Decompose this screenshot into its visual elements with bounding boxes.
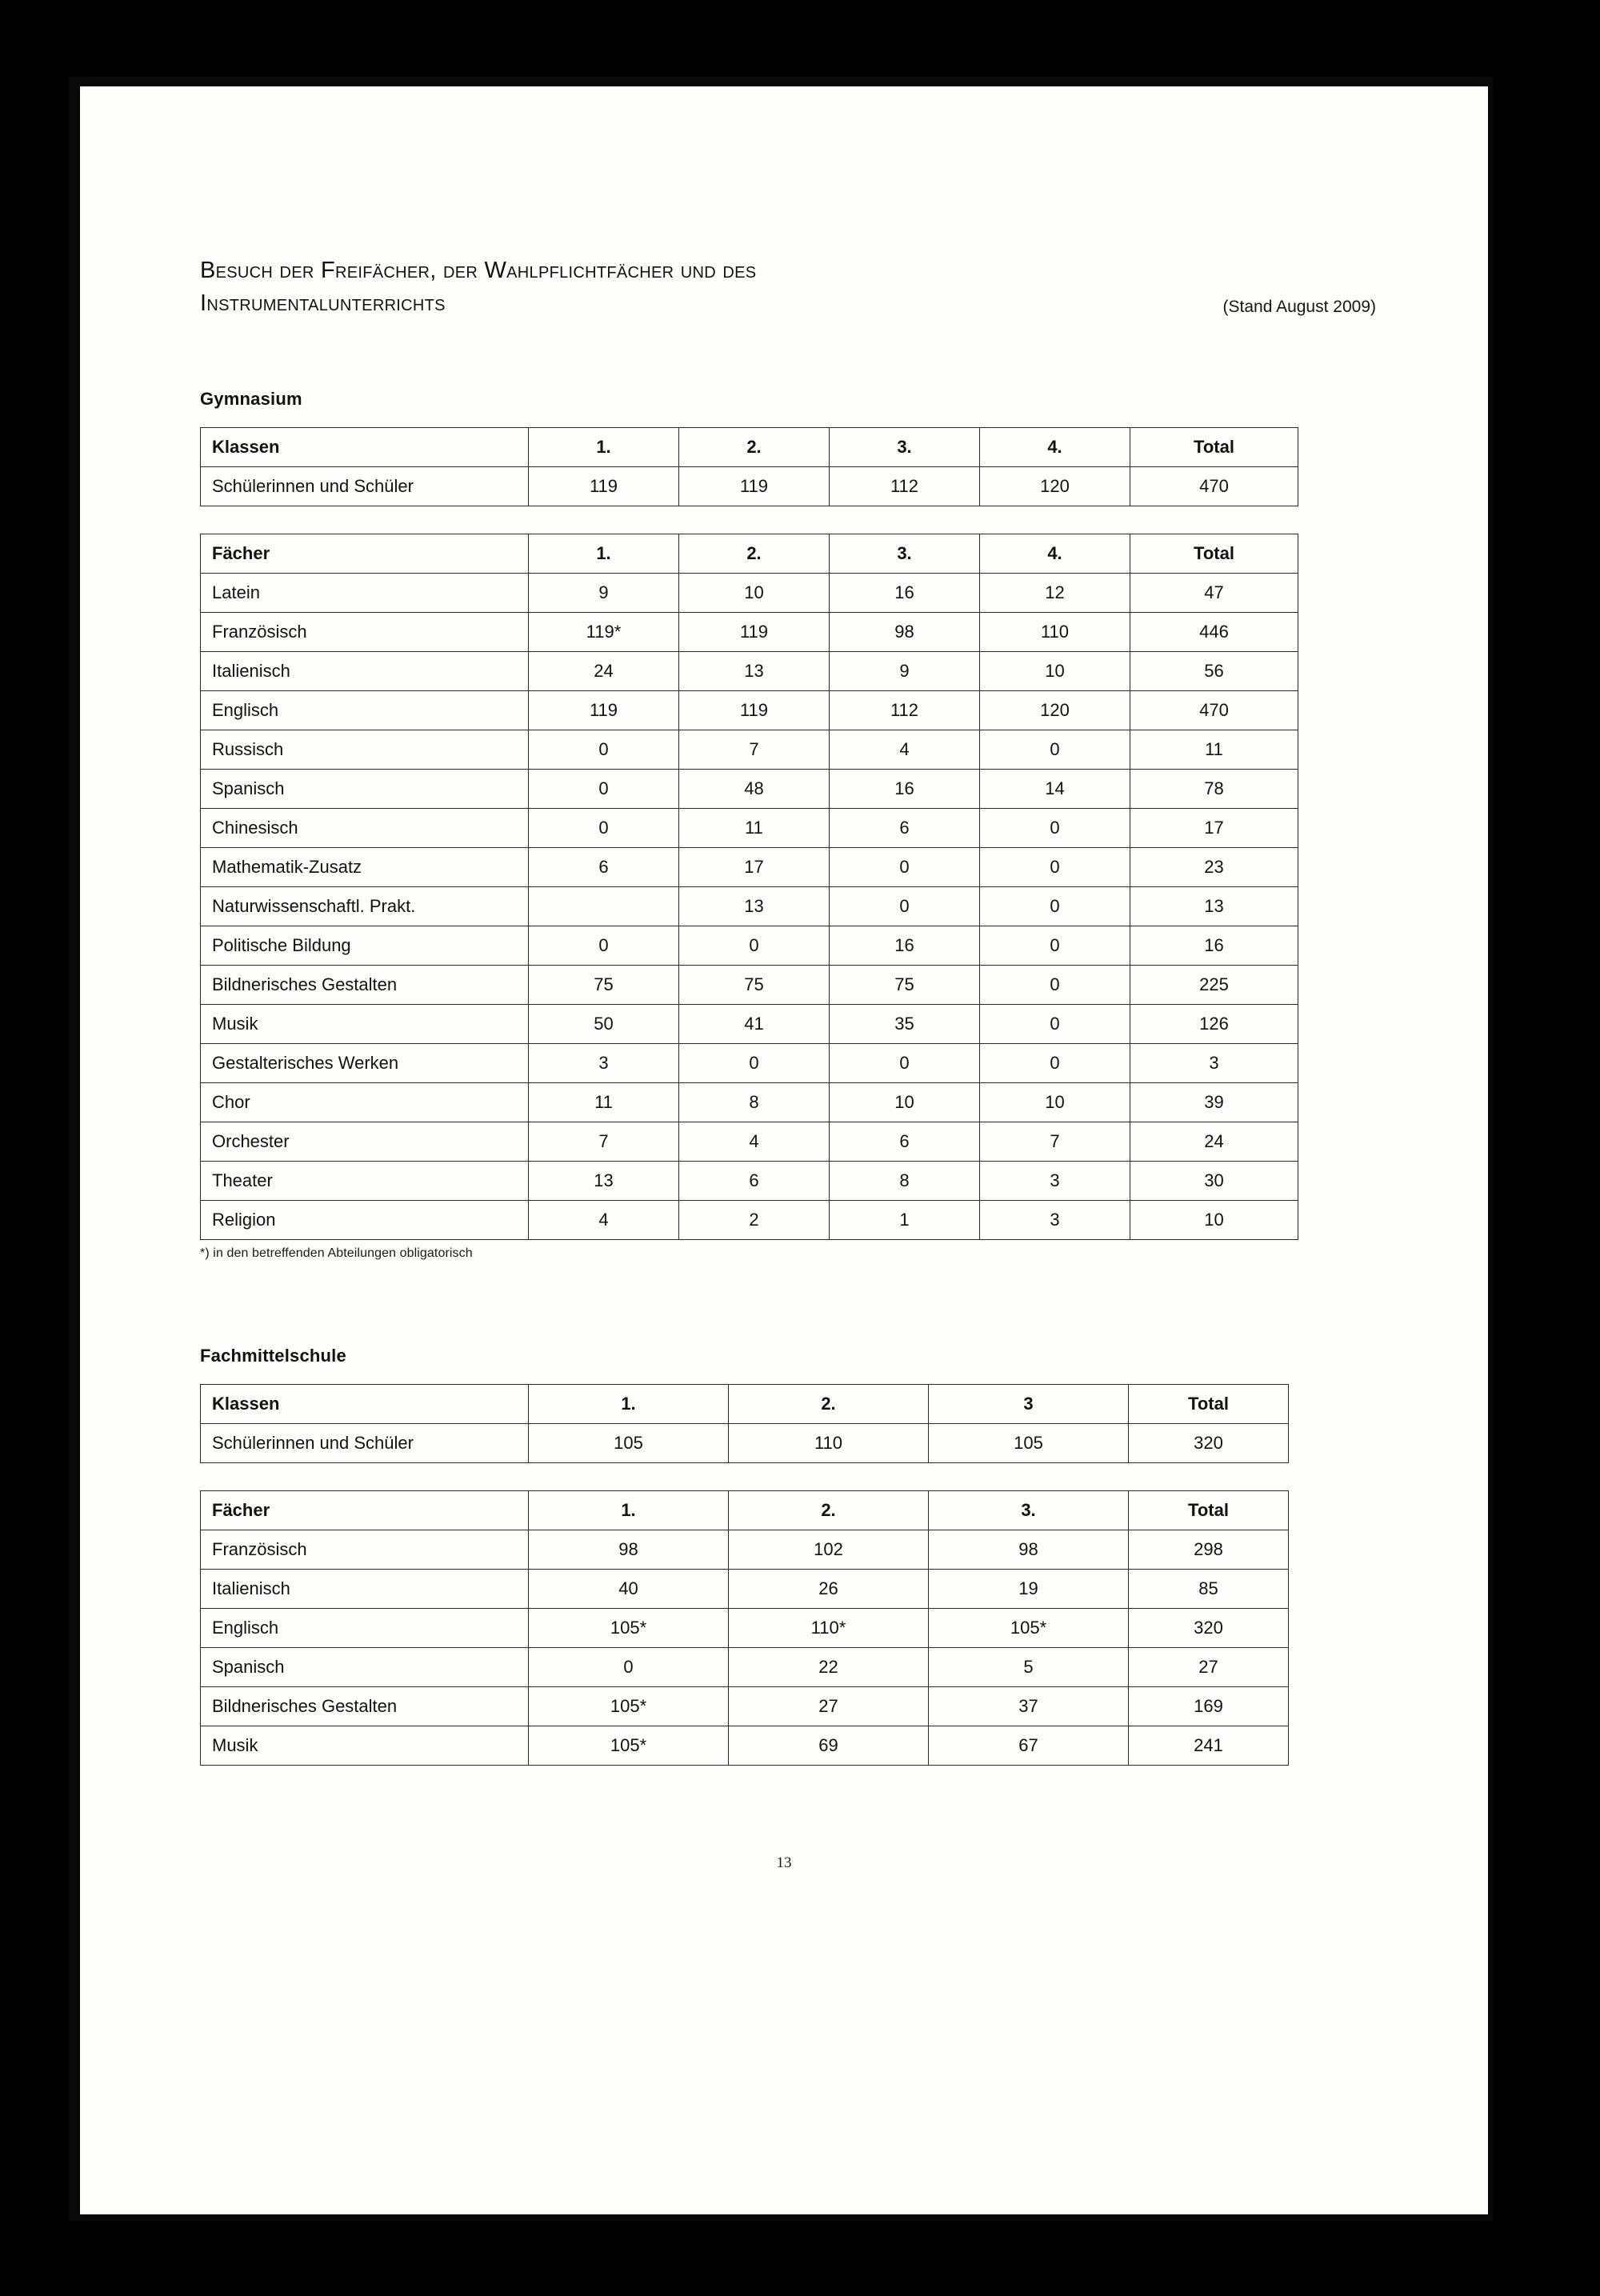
table-header-row: [201, 534, 1298, 574]
table-row: [201, 1687, 1289, 1726]
cell-value: 9: [830, 652, 980, 691]
cell-value: 4: [830, 730, 980, 770]
cell-value: 56: [1130, 652, 1298, 691]
cell-value: 13: [679, 652, 830, 691]
cell-value: [529, 887, 679, 926]
table-row: [201, 1044, 1298, 1083]
cell-value: 26: [729, 1570, 929, 1609]
cell-value: 98: [929, 1530, 1129, 1570]
table-row: [201, 1530, 1289, 1570]
cell-value: 7: [529, 1122, 679, 1162]
cell-value: 12: [980, 574, 1130, 613]
row-label: Englisch: [201, 691, 529, 730]
row-label: Chor: [201, 1083, 529, 1122]
cell-value: 0: [980, 926, 1130, 966]
cell-value: 0: [980, 809, 1130, 848]
column-header: 4.: [980, 428, 1130, 467]
column-header: 1.: [529, 534, 679, 574]
table-row: [201, 467, 1298, 506]
cell-value: 0: [529, 926, 679, 966]
column-header: 2.: [729, 1491, 929, 1530]
table-row: [201, 1648, 1289, 1687]
cell-value: 13: [1130, 887, 1298, 926]
row-label: Russisch: [201, 730, 529, 770]
cell-value: 17: [679, 848, 830, 887]
cell-value: 6: [830, 809, 980, 848]
cell-value: 126: [1130, 1005, 1298, 1044]
cell-value: 0: [980, 1005, 1130, 1044]
cell-value: 105*: [529, 1726, 729, 1766]
table-row: [201, 1570, 1289, 1609]
cell-value: 225: [1130, 966, 1298, 1005]
column-header: 3.: [830, 534, 980, 574]
cell-value: 105: [929, 1424, 1129, 1463]
cell-value: 24: [1130, 1122, 1298, 1162]
row-label: Italienisch: [201, 652, 529, 691]
cell-value: 4: [679, 1122, 830, 1162]
row-label: Italienisch: [201, 1570, 529, 1609]
cell-value: 0: [830, 1044, 980, 1083]
page-number: 13: [776, 1854, 792, 1871]
row-label: Latein: [201, 574, 529, 613]
row-label: Bildnerisches Gestalten: [201, 1687, 529, 1726]
cell-value: 24: [529, 652, 679, 691]
footnote: *) in den betreffenden Abteilungen obligatorisch: [200, 1246, 473, 1261]
cell-value: 0: [980, 1044, 1130, 1083]
cell-value: 3: [980, 1162, 1130, 1201]
row-label: Mathematik-Zusatz: [201, 848, 529, 887]
row-label: Französisch: [201, 613, 529, 652]
cell-value: 35: [830, 1005, 980, 1044]
table-row: [201, 1609, 1289, 1648]
cell-value: 11: [529, 1083, 679, 1122]
table-row: [201, 1424, 1289, 1463]
cell-value: 5: [929, 1648, 1129, 1687]
column-header: 3.: [929, 1491, 1129, 1530]
cell-value: 0: [980, 730, 1130, 770]
cell-value: 6: [529, 848, 679, 887]
column-header: Total: [1129, 1491, 1289, 1530]
cell-value: 10: [980, 1083, 1130, 1122]
table-row: [201, 926, 1298, 966]
table-row: [201, 848, 1298, 887]
cell-value: 446: [1130, 613, 1298, 652]
cell-value: 14: [980, 770, 1130, 809]
cell-value: 4: [529, 1201, 679, 1240]
column-header: 3.: [830, 428, 980, 467]
status-date: (Stand August 2009): [1222, 297, 1376, 316]
cell-value: 102: [729, 1530, 929, 1570]
cell-value: 3: [529, 1044, 679, 1083]
cell-value: 0: [830, 848, 980, 887]
cell-value: 110: [980, 613, 1130, 652]
cell-value: 320: [1129, 1424, 1289, 1463]
cell-value: 0: [529, 770, 679, 809]
column-header: Total: [1129, 1385, 1289, 1424]
cell-value: 16: [830, 770, 980, 809]
cell-value: 298: [1129, 1530, 1289, 1570]
cell-value: 105*: [529, 1609, 729, 1648]
table-row: [201, 1726, 1289, 1766]
table-row: [201, 809, 1298, 848]
row-label: Orchester: [201, 1122, 529, 1162]
cell-value: 0: [679, 1044, 830, 1083]
cell-value: 13: [529, 1162, 679, 1201]
fachmittelschule-subjects-table: [200, 1490, 1289, 1766]
row-label: Englisch: [201, 1609, 529, 1648]
cell-value: 120: [980, 691, 1130, 730]
cell-value: 8: [830, 1162, 980, 1201]
cell-value: 40: [529, 1570, 729, 1609]
cell-value: 2: [679, 1201, 830, 1240]
row-label: Bildnerisches Gestalten: [201, 966, 529, 1005]
cell-value: 1: [830, 1201, 980, 1240]
column-header: 2.: [679, 534, 830, 574]
row-label: Politische Bildung: [201, 926, 529, 966]
cell-value: 41: [679, 1005, 830, 1044]
gymnasium-classes-table: [200, 427, 1298, 506]
cell-value: 8: [679, 1083, 830, 1122]
table-row: [201, 1005, 1298, 1044]
cell-value: 7: [980, 1122, 1130, 1162]
table-row: [201, 1201, 1298, 1240]
cell-value: 6: [830, 1122, 980, 1162]
cell-value: 110*: [729, 1609, 929, 1648]
cell-value: 0: [529, 809, 679, 848]
cell-value: 0: [980, 887, 1130, 926]
table-row: [201, 574, 1298, 613]
row-label: Musik: [201, 1726, 529, 1766]
page-title-line-1: Besuch der Freifächer, der Wahlpflichtfächer und des: [200, 258, 757, 283]
cell-value: 75: [679, 966, 830, 1005]
cell-value: 78: [1130, 770, 1298, 809]
cell-value: 16: [830, 926, 980, 966]
row-label: Theater: [201, 1162, 529, 1201]
cell-value: 0: [980, 848, 1130, 887]
cell-value: 75: [830, 966, 980, 1005]
table-header-row: [201, 428, 1298, 467]
cell-value: 39: [1130, 1083, 1298, 1122]
cell-value: 119: [679, 613, 830, 652]
row-label: Spanisch: [201, 1648, 529, 1687]
column-header: 2.: [679, 428, 830, 467]
row-label: Chinesisch: [201, 809, 529, 848]
cell-value: 98: [529, 1530, 729, 1570]
table-row: [201, 966, 1298, 1005]
column-header: 1.: [529, 1385, 729, 1424]
row-label: Spanisch: [201, 770, 529, 809]
table-header-row: [201, 1385, 1289, 1424]
cell-value: 119: [529, 691, 679, 730]
column-header: 1.: [529, 428, 679, 467]
table-header-row: [201, 1491, 1289, 1530]
table-row: [201, 770, 1298, 809]
cell-value: 0: [529, 1648, 729, 1687]
cell-value: 10: [830, 1083, 980, 1122]
cell-value: 13: [679, 887, 830, 926]
cell-value: 10: [679, 574, 830, 613]
cell-value: 0: [830, 887, 980, 926]
table-row: [201, 887, 1298, 926]
table-row: [201, 652, 1298, 691]
cell-value: 470: [1130, 467, 1298, 506]
cell-value: 3: [980, 1201, 1130, 1240]
row-label: Schülerinnen und Schüler: [201, 1424, 529, 1463]
column-header: Klassen: [201, 1385, 529, 1424]
cell-value: 16: [1130, 926, 1298, 966]
cell-value: 48: [679, 770, 830, 809]
cell-value: 22: [729, 1648, 929, 1687]
column-header: 1.: [529, 1491, 729, 1530]
row-label: Naturwissenschaftl. Prakt.: [201, 887, 529, 926]
table-row: [201, 1122, 1298, 1162]
cell-value: 67: [929, 1726, 1129, 1766]
cell-value: 16: [830, 574, 980, 613]
row-label: Musik: [201, 1005, 529, 1044]
document-page: [80, 86, 1488, 2214]
page-title: [200, 254, 1384, 320]
cell-value: 0: [679, 926, 830, 966]
cell-value: 320: [1129, 1609, 1289, 1648]
cell-value: 119: [679, 691, 830, 730]
table-row: [201, 691, 1298, 730]
cell-value: 120: [980, 467, 1130, 506]
cell-value: 27: [1129, 1648, 1289, 1687]
cell-value: 47: [1130, 574, 1298, 613]
table-row: [201, 730, 1298, 770]
gymnasium-subjects-table: [200, 534, 1298, 1240]
cell-value: 470: [1130, 691, 1298, 730]
cell-value: 241: [1129, 1726, 1289, 1766]
cell-value: 69: [729, 1726, 929, 1766]
column-header: Total: [1130, 534, 1298, 574]
cell-value: 75: [529, 966, 679, 1005]
cell-value: 105*: [929, 1609, 1129, 1648]
cell-value: 30: [1130, 1162, 1298, 1201]
cell-value: 27: [729, 1687, 929, 1726]
cell-value: 119: [529, 467, 679, 506]
cell-value: 119: [679, 467, 830, 506]
page-content: [200, 254, 1384, 1766]
cell-value: 10: [1130, 1201, 1298, 1240]
section-heading-fachmittelschule: Fachmittelschule: [200, 1346, 346, 1366]
fachmittelschule-classes-table: [200, 1384, 1289, 1463]
column-header: Fächer: [201, 1491, 529, 1530]
column-header: Klassen: [201, 428, 529, 467]
cell-value: 10: [980, 652, 1130, 691]
cell-value: 19: [929, 1570, 1129, 1609]
cell-value: 9: [529, 574, 679, 613]
cell-value: 110: [729, 1424, 929, 1463]
column-header: Total: [1130, 428, 1298, 467]
cell-value: 105*: [529, 1687, 729, 1726]
cell-value: 11: [1130, 730, 1298, 770]
section-heading-gymnasium: Gymnasium: [200, 389, 302, 410]
row-label: Religion: [201, 1201, 529, 1240]
cell-value: 0: [980, 966, 1130, 1005]
cell-value: 6: [679, 1162, 830, 1201]
column-header: Fächer: [201, 534, 529, 574]
table-row: [201, 613, 1298, 652]
cell-value: 3: [1130, 1044, 1298, 1083]
cell-value: 37: [929, 1687, 1129, 1726]
cell-value: 17: [1130, 809, 1298, 848]
cell-value: 169: [1129, 1687, 1289, 1726]
cell-value: 11: [679, 809, 830, 848]
cell-value: 7: [679, 730, 830, 770]
row-label: Schülerinnen und Schüler: [201, 467, 529, 506]
table-row: [201, 1083, 1298, 1122]
row-label: Französisch: [201, 1530, 529, 1570]
cell-value: 23: [1130, 848, 1298, 887]
cell-value: 98: [830, 613, 980, 652]
column-header: 3: [929, 1385, 1129, 1424]
cell-value: 112: [830, 691, 980, 730]
cell-value: 119*: [529, 613, 679, 652]
row-label: Gestalterisches Werken: [201, 1044, 529, 1083]
page-title-line-2: Instrumentalunterrichts: [200, 290, 446, 317]
column-header: 4.: [980, 534, 1130, 574]
cell-value: 85: [1129, 1570, 1289, 1609]
cell-value: 0: [529, 730, 679, 770]
cell-value: 50: [529, 1005, 679, 1044]
table-row: [201, 1162, 1298, 1201]
cell-value: 105: [529, 1424, 729, 1463]
cell-value: 112: [830, 467, 980, 506]
column-header: 2.: [729, 1385, 929, 1424]
